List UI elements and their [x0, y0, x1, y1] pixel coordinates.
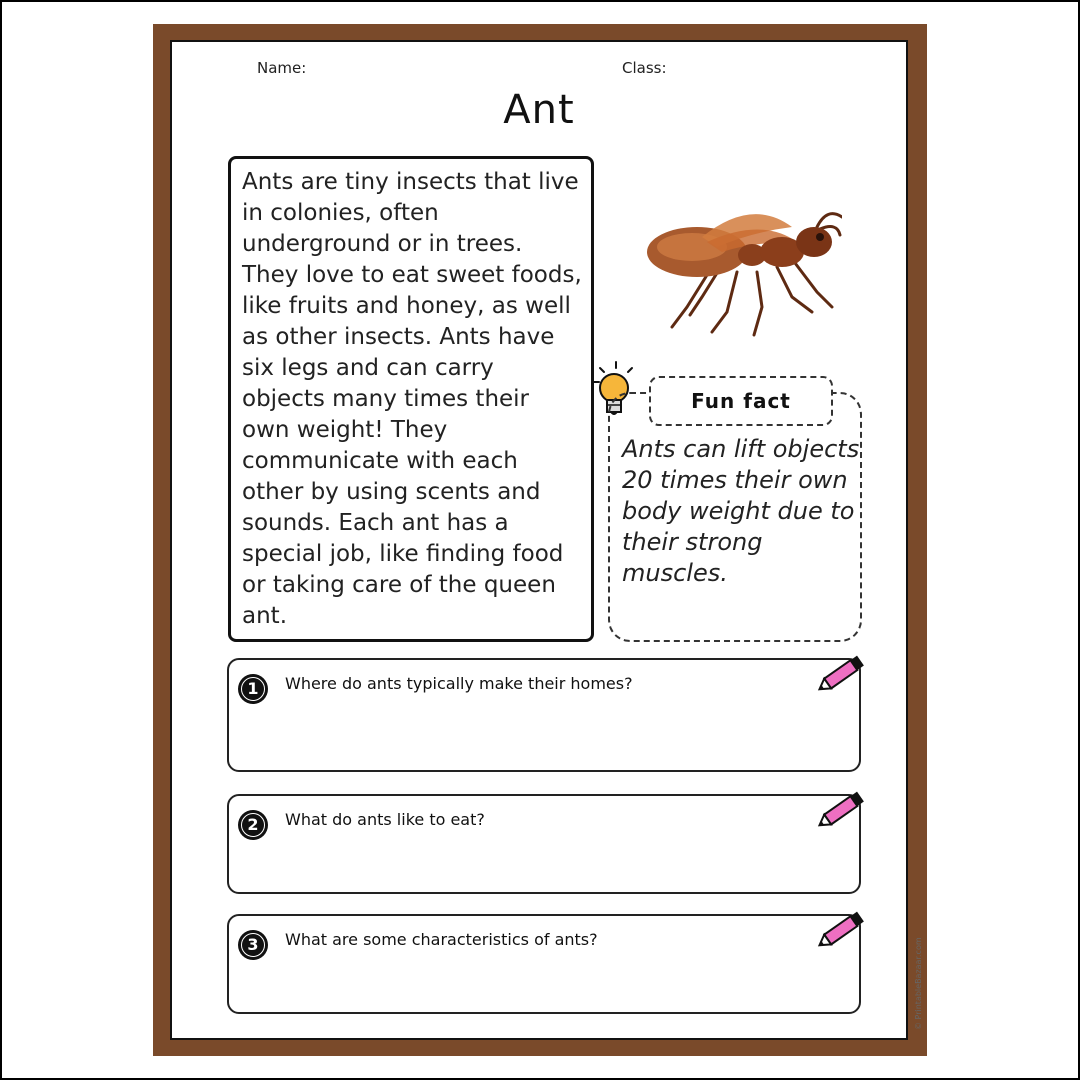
copyright-text: © PrintableBazaar.com [914, 937, 923, 1030]
page-title: Ant [503, 87, 575, 133]
question-number-badge: 1 [238, 674, 268, 704]
question-box-2[interactable] [227, 794, 861, 894]
pencil-icon [815, 904, 871, 956]
question-box-3[interactable] [227, 914, 861, 1014]
class-label: Class: [622, 59, 667, 77]
question-text: Where do ants typically make their homes? [285, 674, 633, 693]
question-number-badge: 2 [238, 810, 268, 840]
pencil-icon [815, 648, 871, 700]
worksheet [170, 40, 908, 1040]
question-box-1[interactable] [227, 658, 861, 772]
question-text: What are some characteristics of ants? [285, 930, 598, 949]
pencil-icon [815, 784, 871, 836]
question-number-badge: 3 [238, 930, 268, 960]
question-text: What do ants like to eat? [285, 810, 485, 829]
reading-passage-box [228, 156, 594, 642]
reading-passage-text: Ants are tiny insects that live in colonies, often underground or in trees. They love to eat sweet foods, like fruits and honey, as well as other insects. Ants have six legs and can carry objects many times their own weight! They communicate with each other by using scents and sounds. Each ant has a special job, like finding food or taking care of the queen ant. [242, 169, 582, 629]
ant-illustration [642, 197, 842, 337]
name-label: Name: [257, 59, 307, 77]
fun-fact-text: Ants can lift objects 20 times their own body weight due to their strong muscles. [622, 435, 860, 587]
fun-fact-label: Fun fact [649, 376, 833, 426]
